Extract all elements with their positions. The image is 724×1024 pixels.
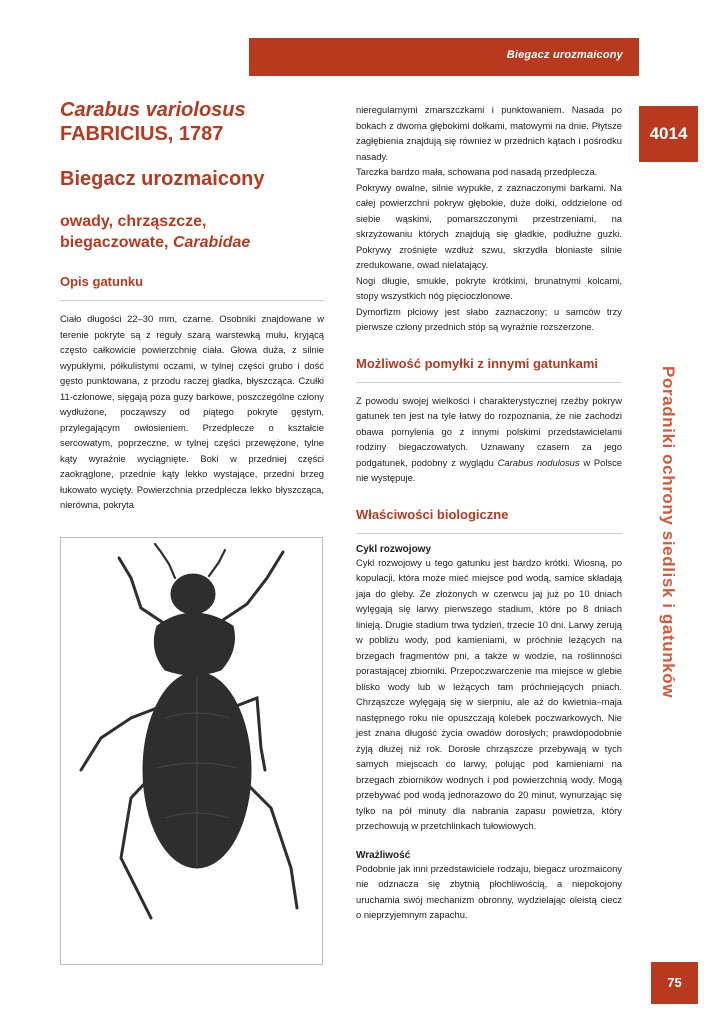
antenna-left [155, 544, 175, 578]
beetle-head [171, 574, 215, 614]
common-name-heading: Biegacz urozmaicony [60, 168, 265, 190]
classification-line-2: biegaczowate, [60, 234, 169, 251]
description-paragraph-5: Dymorfizm płciowy jest słabo zaznaczony; u samców trzy pierwsze człony przednich stóp są wyraźnie rozszerzone. [356, 305, 622, 332]
sensitivity-text: Podobnie jak inni przedstawiciele rodzaju, biegacz urozmaicony nie odznacza się zbytnią płochliwością, a niepokojony uruchamia swój mechanizm obronny, wydzielając oleistą ciecz o nieprzyjemnym zapachu. [356, 862, 622, 920]
section-divider [356, 382, 622, 383]
confusion-text-a: Z powodu swojej wielkości i charakterystycznej rzeźby pokryw gatunek ten jest na tyle łatwy do rozpoznania, że nie zachodzi obawa pomylenia go z innymi polskimi przedstawicielami rodziny biegaczowatych. Uznawany czasem za jego podgatunek, podobny z wyglądu [356, 394, 622, 468]
beetle-photo [60, 537, 323, 965]
confusion-section-title: Możliwość pomyłki z innymi gatunkami [356, 355, 598, 371]
scientific-name-heading [60, 98, 324, 146]
confusion-species: Carabus nodulosus [497, 456, 580, 468]
family-latin: Carabidae [172, 234, 251, 251]
biology-section-title: Właściwości biologiczne [356, 506, 509, 522]
leg-front-right [211, 552, 283, 628]
description-paragraph-3: Pokrywy owalne, silnie wypukłe, z zaznaczonymi barkami. Na całej powierzchni pokryw głębokie, duże dołki, oddzielone od siebie wąskimi, pomarszczonymi przestrzeniami, na skrzyżowaniu których znajdują się gładkie, podłużne guzki. Pokrywy zrośnięte wzdłuż szwu, skrzydła błoniaste silnie zredukowane, owad nielatający. [356, 181, 622, 270]
description-text-col2: nieregularnymi zmarszczkami i punktowaniem. Nasada po bokach z dwoma głębokimi dołkami, matowymi na dnie. Płytsze zagłębienia znajdują się również w przednich kątach i pośrodku nasady. [356, 104, 622, 162]
description-paragraph-4: Nogi długie, smukłe, pokryte krótkimi, brunatnymi kolcami, stopy wszystkich nóg pięcioczłonowe. [356, 274, 622, 301]
species-code-tab: 4014 [639, 106, 698, 162]
beetle-illustration [61, 538, 322, 964]
antenna-right [209, 550, 225, 576]
confusion-text [356, 393, 622, 486]
right-column [356, 102, 622, 923]
description-section-title: Opis gatunku [60, 274, 144, 289]
beetle-pronotum [154, 613, 234, 675]
description-paragraph-2: Tarczka bardzo mała, schowana pod nasadą przedplecza. [356, 166, 598, 177]
lifecycle-subheading: Cykl rozwojowy [356, 543, 432, 555]
classification-heading [60, 211, 324, 253]
section-divider [60, 300, 324, 301]
series-title-vertical: Poradniki ochrony siedlisk i gatunków [659, 366, 678, 699]
header-bar [249, 38, 639, 76]
left-column [60, 98, 324, 513]
running-header-title: Biegacz urozmaicony [506, 49, 623, 61]
classification-line-1: owady, chrząszcze, [60, 213, 207, 230]
latin-name: Carabus variolosus [60, 99, 246, 121]
leg-front-left [119, 558, 171, 628]
page-number: 75 [651, 962, 698, 1004]
sensitivity-subheading: Wrażliwość [356, 849, 411, 861]
section-divider [356, 533, 622, 534]
confusion-text-b: w Polsce nie występuje. [356, 456, 622, 483]
species-author: FABRICIUS, 1787 [60, 123, 224, 145]
lifecycle-text: Cykl rozwojowy u tego gatunku jest bardzo krótki. Wiosną, po kopulacji, która może mieć miejsce pod wodą, samice składają jaja do gleby. Ze złożonych w czerwcu jaj już po 10 dniach wylęgają się larwy pierwszego stadium, które po 8 dniach linieją. Drugie stadium trwa tydzień, trzecie 10 dni. Larwy żerują w pobliżu wody, pod kamieniami, w próchnie leżących na brzegach fragmentów pni, a także w wodzie, na roślinności porastającej zbiorniki. Przepoczwarczenie ma miejsce w glebie blisko wody lub w leżących tam próchniejących pniach. Chrząszcze wylęgają się w sierpniu, ale aż do kwietnia–maja następnego roku nie opuszczają kolebek poczwarkowych. Nie jest znana długość życia owadów dorosłych; prawdopodobnie żyją dłużej niż rok. Dorosłe chrząszcze przebywają w tych samych miejscach co larwy, polując pod kamieniami na brzegach zbiorników wodnych i pod powierzchnią wody. Mogą przebywać pod wodą jednorazowo do 20 minut, wynurzając się tylko na pół minuty dla nabrania zapasu powietrza, który przechowują w przetchlinkach tułowiowych. [356, 556, 622, 831]
description-text-col1: Ciało długości 22–30 mm, czarne. Osobniki znajdowane w terenie pokryte są z reguły szarą warstewką mułu, kryjącą często całkowicie powierzchnię ciała. Głowa duża, z silnie wypukłymi, półkulistymi oczami, w tylnej części grubo i dość gęsto punktowana, z przodu raczej gładka, błyszcząca. Czułki 11-członowe, sięgają poza guzy barkowe, poszczególne człony wydłużone, począwszy od piątego pokryte gęstym, przylegającym owłosieniem. Przedplecze o kształcie sercowatym, poprzeczne, w tylnej części przewężone, tylne kąty wyraźnie wyciągnięte. Boki w przedniej części zaokrąglone, przednie kąty lekko wystające, przedni brzeg łukowato wycięty. Powierzchnia przedplecza lekko błyszcząca, nierówna, pokryta [60, 313, 324, 510]
